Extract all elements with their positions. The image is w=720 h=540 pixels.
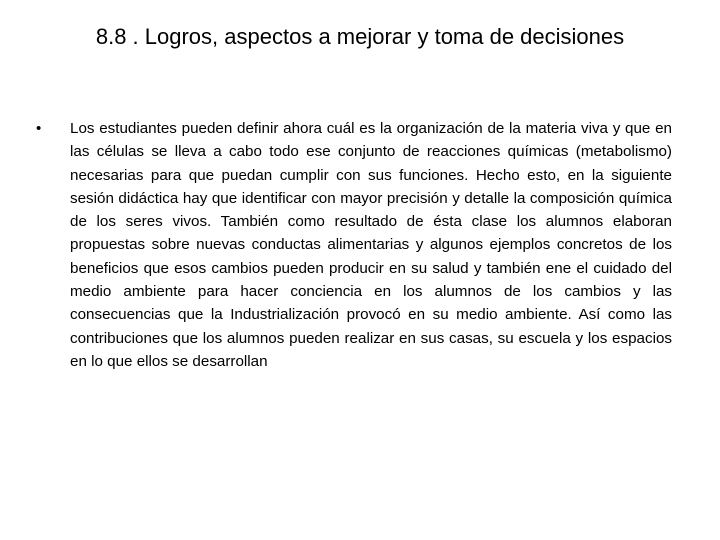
slide-title: 8.8 . Logros, aspectos a mejorar y toma de decisiones	[95, 24, 625, 49]
bullet-marker: •	[36, 120, 42, 137]
bullet-text: Los estudiantes pueden definir ahora cuál es la organización de la materia viva y que en las células se lleva a cabo todo ese conjunto de reacciones químicas (metabolismo) necesarias para que puedan cumplir con sus funciones. Hecho esto, en la siguiente sesión didáctica hay que identificar con mayor precisión y detalle la composición química de los seres vivos. También como resultado de ésta clase los alumnos elaboran propuestas sobre nuevas conductas alimentarias y algunos ejemplos concretos de los beneficios que esos cambios pueden producir en su salud y también ene el cuidado del medio ambiente para hacer conciencia en los alumnos de los cambios y las consecuencias que la Industrialización provocó en su medio ambiente. Así como las contribuciones que los alumnos pueden realizar en sus casas, su escuela y los espacios en lo que ellos se desarrollan	[70, 120, 672, 370]
bullet-list	[36, 117, 672, 373]
bullet-item	[36, 117, 672, 373]
